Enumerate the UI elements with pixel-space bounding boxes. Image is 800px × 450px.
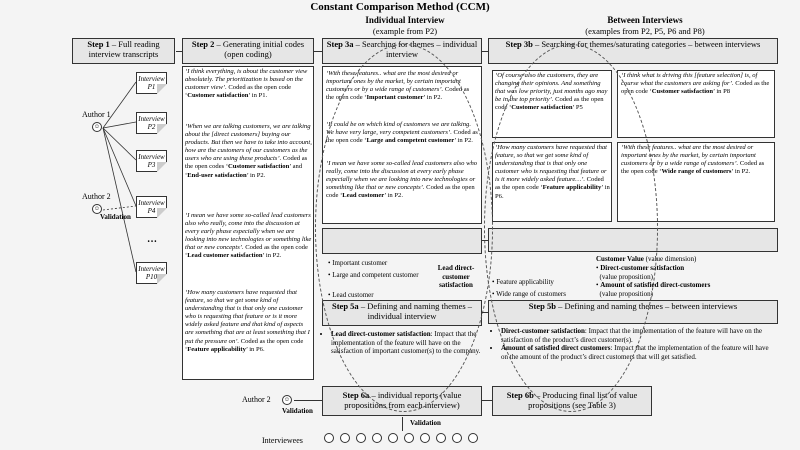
step4b-theme-2: • Amount of satisfied direct-customers (value proposition) bbox=[596, 281, 711, 298]
step2-quote-2: ‘When we are talking customers, we are talking about the [direct customers] buying our products. But then we have to take into account, how are the customers of our customers as the users who are using these products’. Coded as the open codes ‘Customer satisfaction’ and ‘End-user satisfaction’ in P2. bbox=[185, 123, 312, 179]
step4a-item-3: • Lead customer bbox=[328, 291, 374, 299]
step5a-definition: • Lead direct-customer satisfaction: Impact that the implementation of the feature will have on the satisfaction of important customer(s) to the company. bbox=[322, 330, 482, 356]
step3b-box bbox=[488, 38, 778, 64]
interview-p1: Interview P1 bbox=[136, 72, 167, 94]
step3a-quote-2: ‘It could be on which kind of customers we are talking. We have very large, very competent customers’. Coded as the open code ‘Large and competent customer’ in P2. bbox=[326, 121, 478, 145]
step4b-code-2: • Wide range of customers bbox=[492, 290, 566, 298]
step4b-heading: Customer Value (value dimension) bbox=[596, 255, 697, 263]
interviewee-smileys bbox=[324, 433, 499, 445]
author2-smiley-icon: ☺ bbox=[93, 206, 101, 212]
individual-column-title: Individual Interview bbox=[365, 15, 445, 25]
interview-p3: Interview P3 bbox=[136, 150, 167, 172]
step2-quote-1: ‘I think everything, is about the customer view absolutely. The prioritization is based on the customer view’. Coded as the open code ‘Customer satisfaction’ in P1. bbox=[185, 68, 308, 100]
interviewee-icon bbox=[388, 433, 398, 443]
step6b-text: – Producing final list of value propositions (see Table 3) bbox=[528, 390, 638, 410]
step5b-definition-2: • Amount of satisfied direct customers: Impact that the implementation of the feature will have on the amount of the product’s direct customers that will get satisfied. bbox=[501, 344, 776, 361]
arrow-step3a-step3b bbox=[482, 51, 488, 52]
step5b-label: Step 5b bbox=[528, 301, 556, 311]
author2b-smiley-icon: ☺ bbox=[283, 397, 291, 403]
author1-smiley-icon: ☺ bbox=[93, 124, 101, 130]
step1-text: – Full reading interview transcripts bbox=[88, 39, 160, 59]
step5b-definition-1: • Direct-customer satisfaction: Impact that the implementation of the feature will have on the satisfaction of the product’s direct customer(s). bbox=[501, 327, 776, 344]
step3a-quote-1: ‘With these features.. what are the most desired or important ones by the market, by certain important customers or by a wide range of customers’. Coded as the open code ‘Important customer’ in P2. bbox=[326, 70, 470, 102]
individual-dashed-ellipse bbox=[315, 44, 493, 412]
step4b-theme-1: • Direct-customer satisfaction (value proposition) bbox=[596, 264, 685, 281]
validation-label-bottom: Validation bbox=[282, 407, 313, 415]
interview-p2: Interview P2 bbox=[136, 112, 167, 134]
interviewee-icon bbox=[404, 433, 414, 443]
diagram-title: Constant Comparison Method (CCM) bbox=[310, 1, 490, 13]
ellipsis: … bbox=[147, 234, 157, 245]
arrow-step5a-step5b bbox=[482, 312, 488, 313]
individual-column-subtitle: (example from P2) bbox=[372, 26, 438, 36]
step2-text: – Generating initial codes (open coding) bbox=[216, 39, 305, 59]
interviewee-icon bbox=[356, 433, 366, 443]
step5a-text: – Defining and naming themes – individual interview bbox=[360, 301, 472, 321]
author1-label: Author 1 bbox=[82, 110, 111, 119]
author2b-label: Author 2 bbox=[242, 395, 271, 404]
step4a-item-1: • Important customer bbox=[328, 259, 388, 267]
step4a-theme: Lead direct-customer satisfaction bbox=[437, 264, 475, 289]
interviewee-icon bbox=[372, 433, 382, 443]
step2-quote-3: ‘I mean we have some so-called lead customers also who really, come into the discussion at every early phase especially when we are looking into new technologies or something like that or new concepts’. Coded as the open code ‘Lead customer satisfaction’ in P2. bbox=[185, 212, 312, 260]
step3a-quote-3: ‘I mean we have some so-called lead customers also who really, come into the discussion at every early phase especially when we are looking into new technologies or something like that or new concepts’. Coded as the open code ‘Lead customer’ in P2. bbox=[326, 160, 478, 200]
arrow-author2-step6a bbox=[294, 400, 322, 401]
arrow-step2-step3a bbox=[314, 51, 322, 52]
step5a-label: Step 5a bbox=[332, 301, 359, 311]
interviewee-icon bbox=[452, 433, 462, 443]
interviewee-icon bbox=[420, 433, 430, 443]
step1-label: Step 1 bbox=[87, 39, 110, 49]
interviewees-label: Interviewees bbox=[262, 436, 303, 445]
step3b-label: Step 3b bbox=[505, 39, 533, 49]
between-column-title: Between Interviews bbox=[607, 15, 683, 25]
between-dashed-ellipse bbox=[484, 44, 658, 412]
interviewee-icon bbox=[436, 433, 446, 443]
step1-box bbox=[72, 38, 175, 64]
step6a-text: – individual reports (value propositions from each interview) bbox=[344, 390, 462, 410]
step5b-text: – Defining and naming themes – between interviews bbox=[558, 301, 738, 311]
step4a-item-2: • Large and competent customer bbox=[328, 271, 419, 279]
interviewee-icon bbox=[324, 433, 334, 443]
step6a-label: Step 6a bbox=[342, 390, 370, 400]
step4b-code-1: • Feature applicability bbox=[492, 278, 554, 286]
step6b-label: Step 6b bbox=[506, 390, 534, 400]
step3a-label: Step 3a bbox=[326, 39, 354, 49]
validation-label-left: Validation bbox=[100, 213, 131, 221]
step3b-quote-1: ‘Of course also the customers, they are changing their opinions. And something that was low priority, just months ago may be in the top priority’. Coded as the open code ‘Customer satisfaction’ P5 bbox=[495, 72, 608, 112]
arrow-step4a-step4b bbox=[482, 240, 488, 241]
step2-box bbox=[182, 38, 314, 64]
step3b-text: – Searching for themes/saturating categories – between interviews bbox=[534, 39, 761, 49]
between-column-subtitle: (examples from P2, P5, P6 and P8) bbox=[585, 26, 705, 36]
step2-quote-4: ‘How many customers have requested that feature, so that we get some kind of understanding that is that only one customer who is requesting that feature or is it more widely asked feature and that kind of aspects are something that are at least something that I put the pressure on’. Coded as the open code ‘Feature applicability’ in P6. bbox=[185, 289, 310, 353]
step3b-quote-3: ‘How many customers have requested that feature, so that we get some kind of understanding that is that only one customer who is requesting that feature or is it more widely asked feature…’. Coded as the open code ‘Feature applicability’ in P6. bbox=[495, 144, 610, 200]
interview-p4: Interview P4 bbox=[136, 196, 167, 218]
arrow-step1-step2 bbox=[176, 51, 182, 52]
step3a-text: – Searching for themes – individual interview bbox=[355, 39, 478, 59]
interviewee-icon bbox=[468, 433, 478, 443]
fan-lines bbox=[100, 70, 140, 290]
validation-label-interviewees: Validation bbox=[410, 419, 441, 427]
arrow-interviewees-step6a bbox=[402, 417, 403, 431]
author2-label: Author 2 bbox=[82, 192, 111, 201]
step2-label: Step 2 bbox=[191, 39, 215, 49]
arrow-step6a-step6b bbox=[482, 400, 492, 401]
interviewee-icon bbox=[340, 433, 350, 443]
interview-p10: Interview P10 bbox=[136, 262, 167, 284]
step3b-quote-4: ‘With these features.. what are the most desired or important ones by the market, by certain important customers or by a wide range of customers’. Coded as the open code ‘Wide range of customers’ in P2. bbox=[621, 144, 765, 176]
step3b-quote-2: ‘I think what is driving this [feature selection] is, of course what the customers are asking for’. Coded as the open code ‘Customer satisfaction’ in P8 bbox=[621, 72, 770, 96]
